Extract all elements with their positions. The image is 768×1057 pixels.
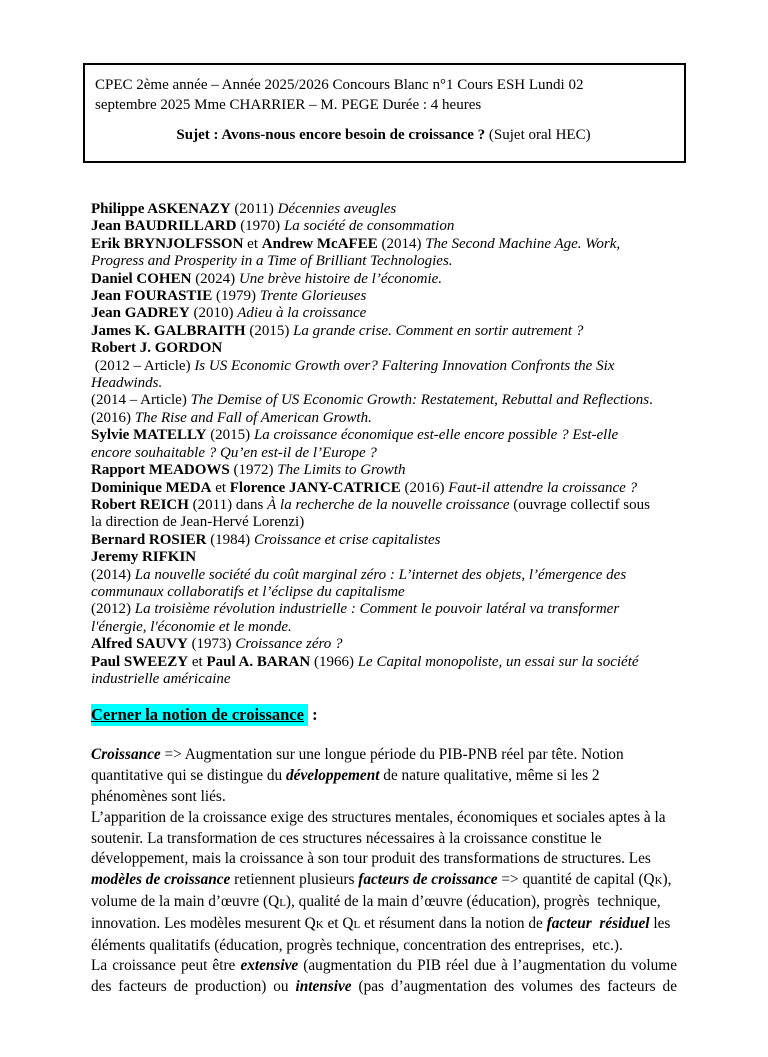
text-run: industrielle américaine — [91, 670, 231, 687]
text-run: The Demise of US Economic Growth: Restatement, Rebuttal and Reflections — [190, 392, 650, 409]
text-run: encore souhaitable ? Qu’en est-il de l’Europe ? — [91, 444, 377, 461]
text-run: Croissance et crise capitalistes — [253, 531, 441, 548]
text-run: (augmentation du PIB réel due à l’augmentation du volume des facteurs de production) ou — [91, 957, 681, 996]
text-run: Robert J. GORDON — [91, 340, 223, 357]
text-run: La troisième révolution industrielle : Comment le pouvoir latéral va transformer — [134, 601, 620, 618]
bibliography-line — [91, 375, 677, 392]
text-run: (2012) — [91, 601, 135, 618]
text-run: (2015) — [245, 322, 294, 339]
text-run: The Second Machine Age. Work, — [425, 235, 621, 252]
text-run: Rapport MEADOWS — [91, 462, 230, 479]
text-run: et — [188, 653, 207, 670]
text-run: ), volume de la main d’œuvre (Q — [91, 871, 676, 910]
bibliography-line — [91, 549, 677, 566]
text-run: Alfred SAUVY — [91, 636, 188, 653]
text-run: Is US Economic Growth over? Faltering Innovation Confronts the Six — [194, 357, 615, 374]
bibliography-line — [91, 601, 677, 618]
text-run: (2024) — [191, 270, 239, 287]
text-run: (1972) — [229, 462, 278, 479]
text-run: Jean BAUDRILLARD — [91, 218, 237, 235]
exam-session-line — [95, 75, 672, 95]
text-run: (2016) — [91, 409, 135, 426]
text-run: . — [649, 392, 653, 409]
bibliography-line — [91, 288, 677, 305]
bibliography-line — [91, 323, 677, 340]
bibliography-line — [91, 201, 677, 218]
text-run: Jeremy RIFKIN — [91, 549, 197, 566]
text-run: (1984) — [206, 531, 254, 548]
section-heading-suffix: : — [307, 705, 318, 725]
text-run: Florence JANY-CATRICE — [229, 479, 401, 496]
text-run: The Limits to Growth — [277, 462, 406, 479]
text-run: Adieu à la croissance — [237, 305, 367, 322]
text-run: et — [243, 235, 262, 252]
text-run: facteur résiduel — [546, 914, 650, 932]
text-run: Trente Glorieuses — [259, 288, 367, 305]
text-run: Daniel COHEN — [91, 270, 192, 287]
text-run: La nouvelle société du coût marginal zéro : L’internet des objets, l’émergence des — [134, 566, 627, 583]
bibliography-line — [91, 305, 677, 322]
text-run: Décennies aveugles — [277, 201, 397, 217]
bibliography-section — [91, 201, 677, 688]
bibliography-line — [91, 410, 677, 427]
bibliography-line — [91, 253, 677, 270]
text-run: de nature qualitative, même si les 2 phénomènes sont liés. — [91, 767, 604, 805]
bibliography-line — [91, 532, 677, 549]
text-run: extensive — [240, 957, 299, 975]
text-run: (2011) — [230, 201, 278, 217]
text-run: (2014) — [377, 235, 426, 252]
text-run: Sylvie MATELLY — [91, 427, 207, 444]
bibliography-line — [91, 427, 677, 444]
text-run: Une brève histoire de l’économie. — [238, 270, 443, 287]
text-run: (1966) — [310, 653, 358, 670]
text-run: Progress and Prosperity in a Time of Brilliant Technologies. — [91, 253, 453, 270]
text-run: Philippe ASKENAZY — [91, 201, 231, 217]
text-run: Croissance — [91, 746, 161, 764]
notes-paragraph — [91, 956, 681, 998]
bibliography-line — [91, 462, 677, 479]
text-run: => Augmentation sur une longue période du PIB-PNB réel par tête. Notion quantitative qui se distingue du — [91, 746, 628, 785]
factor-subscript: K — [315, 918, 324, 931]
text-run: CPEC 2ème année – Année 2025/2026 Concours Blanc n°1 Cours ESH Lundi 02 — [95, 77, 584, 93]
bibliography-line — [91, 567, 677, 584]
bibliography-line — [91, 654, 677, 671]
text-run: (2011) dans — [188, 496, 268, 513]
text-run: Paul SWEEZY — [91, 653, 189, 670]
factor-subscript: L — [353, 918, 361, 931]
text-run: intensive — [295, 978, 352, 996]
text-run: Le Capital monopoliste, un essai sur la société — [357, 653, 639, 670]
section-heading-highlight: Cerner la notion de croissance — [91, 704, 308, 726]
bibliography-line — [91, 636, 677, 653]
text-run: ), qualité de la main d’œuvre (éducation), progrès technique, innovation. Les modèles mesurent Q — [91, 892, 665, 932]
text-run: (pas d’augmentation des volumes des facteurs de — [351, 978, 677, 996]
text-run: (2012 – Article) — [91, 357, 195, 374]
bibliography-line — [91, 671, 677, 688]
text-run: Robert REICH — [91, 496, 189, 513]
exam-header-box — [83, 63, 686, 163]
bibliography-line — [91, 358, 677, 375]
text-run: et Q — [323, 914, 354, 932]
text-run: À la recherche de la nouvelle croissance — [267, 496, 510, 513]
text-run: modèles de croissance — [91, 871, 231, 889]
text-run: James K. GALBRAITH — [91, 322, 246, 339]
bibliography-line — [91, 480, 677, 497]
text-run: Headwinds. — [91, 375, 163, 392]
text-run: (1979) — [212, 288, 260, 305]
text-run: Croissance zéro ? — [235, 636, 343, 653]
exam-session-lines — [95, 75, 672, 115]
bibliography-line — [91, 392, 677, 409]
text-run: la direction de Jean-Hervé Lorenzi) — [91, 514, 305, 531]
document-page — [0, 63, 768, 998]
text-run: retiennent plusieurs — [230, 871, 359, 889]
exam-session-line — [95, 95, 672, 115]
bibliography-line — [91, 271, 677, 288]
text-run: L’apparition de la croissance exige des structures mentales, économiques et sociales aptes à la soutenir. La transformation de ces structures nécessaires à la croissance constitue le développement, mais la croissance à son tour produit des transformations de structures. Les — [91, 808, 670, 868]
text-run: (2015) — [206, 427, 254, 444]
text-run: les éléments qualitatifs (éducation, progrès technique, concentration des entreprises, etc.). — [91, 914, 675, 954]
section-heading — [91, 703, 677, 726]
text-run: (2014 – Article) — [91, 392, 191, 409]
text-run: et résument dans la notion de — [360, 914, 547, 932]
text-run: (2010) — [189, 305, 238, 322]
text-run: septembre 2025 Mme CHARRIER – M. PEGE Durée : 4 heures — [95, 97, 482, 113]
text-run: Jean FOURASTIE — [91, 288, 213, 305]
text-run: (1970) — [236, 218, 284, 235]
bibliography-line — [91, 514, 677, 531]
text-run: Dominique MEDA — [91, 479, 212, 496]
text-run: développement — [286, 767, 380, 785]
text-run: Bernard ROSIER — [91, 531, 207, 548]
text-run: Erik BRYNJOLFSSON — [91, 235, 244, 252]
text-run: (ouvrage collectif sous — [509, 496, 650, 513]
text-run: l'énergie, l'économie et le monde. — [91, 618, 292, 635]
notes-paragraph — [91, 745, 677, 807]
text-run: Jean GADREY — [91, 305, 190, 322]
bibliography-line — [91, 445, 677, 462]
text-run: La croissance économique est-elle encore possible ? Est-elle — [253, 427, 619, 444]
text-run: Paul A. BARAN — [206, 653, 311, 670]
factor-subscript: L — [279, 896, 286, 909]
notes-paragraph — [91, 808, 677, 957]
text-run: (Sujet oral HEC) — [485, 127, 591, 143]
text-run: La société de consommation — [283, 218, 455, 235]
bibliography-line — [91, 218, 677, 235]
text-run: => quantité de capital (Q — [497, 871, 655, 889]
text-run: (1973) — [187, 636, 236, 653]
text-run: (2016) — [400, 479, 449, 496]
bibliography-line — [91, 340, 677, 357]
text-run: Sujet : Avons-nous encore besoin de croissance ? — [176, 127, 486, 143]
bibliography-line — [91, 497, 677, 514]
text-run: et — [211, 479, 230, 496]
text-run: Andrew McAFEE — [261, 235, 378, 252]
text-run: The Rise and Fall of American Growth. — [134, 409, 372, 426]
text-run: facteurs de croissance — [358, 871, 498, 889]
exam-subject-line — [95, 125, 672, 145]
text-run: Faut-il attendre la croissance ? — [448, 479, 638, 496]
course-notes-section — [91, 745, 681, 998]
text-run: La grande crise. Comment en sortir autrement ? — [293, 322, 584, 339]
bibliography-line — [91, 584, 677, 601]
text-run: (2014) — [91, 566, 135, 583]
bibliography-line — [91, 619, 677, 636]
bibliography-line — [91, 236, 677, 253]
text-run: La croissance peut être — [91, 957, 241, 975]
factor-subscript: K — [654, 875, 663, 888]
text-run: communaux collaboratifs et l’éclipse du capitalisme — [91, 583, 405, 600]
